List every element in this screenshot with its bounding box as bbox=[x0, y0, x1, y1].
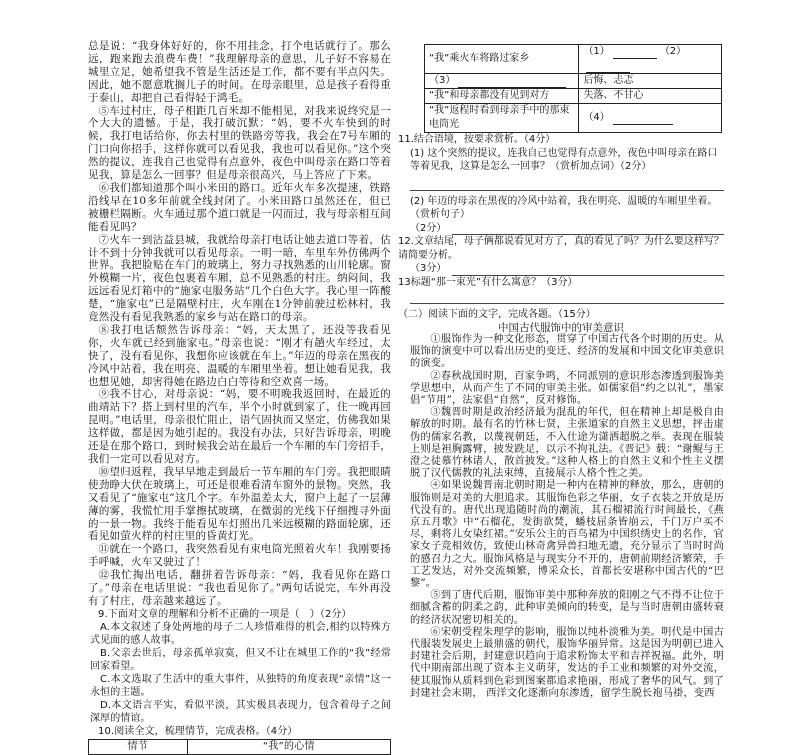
question-12 bbox=[398, 235, 724, 276]
question-11 bbox=[398, 133, 724, 235]
passage-paragraph: ⑥宋朝受程朱理学的影响，服饰以纯朴淡雅为美。明代是中国古代服装发展史上最鼎盛的朝代，服饰华丽异常。这是因为明朝已进入封建社会后期，封建意识趋向于追求粉饰太平和吉祥祝福。此外，明代中期南部出现了资本主义萌芽，发达的手工业和频繁的对外交流，使其服饰从质料到色彩到图案都追求艳丽，形成了奢华的风气。到了封建社会末期， 西洋文化逐渐向东渗透，留学生脱长袍马褂，变西 bbox=[410, 626, 724, 699]
answer-line[interactable] bbox=[452, 222, 724, 236]
section-2 bbox=[398, 308, 724, 700]
sub-question-2: (2) 年迈的母亲在黑夜的冷风中站着，我在明亮、温暖的车厢里坐着。（赏析句子） bbox=[410, 195, 718, 220]
question-9 bbox=[88, 608, 391, 725]
passage-paragraph: ①服饰作为一种文化形态，贯穿了中国古代各个时期的历史。从服饰的演变中可以看出历史的变迁、经济的发展和中国文化审美意识的演变。 bbox=[410, 334, 724, 370]
plot-cell: “我”和母亲都没有见到对方 bbox=[425, 89, 579, 104]
table-row bbox=[425, 104, 722, 133]
blank-label: （2） bbox=[659, 46, 687, 57]
passage-paragraph: ⑧我打电话颓然告诉母亲：“妈，天太黑了，还没等我看见你，火车就已经到施家屯。”母亲也说：“刚才有趟火车经过，太快了，没有看见你，我想你应该就在车上。”年迈的母亲在黑夜的冷风中站着，我在明亮、温暖的车厢里坐着。想让她看见我，我也想见她，却害得她在路边白白等待和空欢喜一场。 bbox=[88, 323, 391, 388]
passage-paragraph: ⑦火车一到沾益县城，我就给母亲打电话让她去道口等着，估计不到十分钟我就可以看见母亲。一明一暗，车里车外仿佛两个世界。我把脸贴在车门的玻璃上，努力寻找熟悉的山川轮廓。窗外模糊一片，夜色包裹着车厢，总不见熟悉的村庄。纳闷间，我远远看见灯箱中的“施家屯服务站”几个白色大字。我心里一阵酸楚，“施家屯”已是隔壁村庄，火车刚在1分钟前驶过松林村，我竟然没有看见我熟悉的家乡与站在路口的母亲。 bbox=[88, 233, 391, 324]
passage-paragraph: ⑨我不甘心，对母亲说：“妈，要不明晚我返回时，在最近的曲靖站下？搭上到村里的汽车，半个小时就到家了，住一晚再回昆明。”电话里，母亲很忙阻止，语气固执而又坚定，仿佛我如果这样做，都是因为她引起的。我没有办法，只好告诉母亲，明晚还是在那个路口，到时候我会站在最后一个车厢的车门旁招手，我们一定可以看见对方。 bbox=[88, 388, 391, 465]
blank-label: （4） bbox=[583, 112, 610, 123]
option-c: C.本文选取了生活中的重大事件，从独特的角度表现“亲情”这一永恒的主题。 bbox=[90, 673, 391, 698]
score-label: （2分） bbox=[410, 222, 447, 234]
passage-paragraph: ④如果说魏晋南北朝时期是一种内在精神的释放，那么，唐朝的服饰则是对美的大胆追求。其服饰色彩之华丽，女子衣装之开放是历代没有的。唐代出现追随时尚的潮流，其石榴裙流行时间最长，《燕京五月歌》中“石榴花，发街欲焚，蟠枝屈条皆崩云，千门万户买不尽，剩将儿女染红裙。”安乐公主的百鸟裙为中国织绣史上的名作，官家女子竞相效仿，致使山林奇禽异兽扫地无遗，充分显示了当时时尚的感召力之大。服饰风格是与现实分不开的，唐朝前期经济繁荣，手工艺发达，对外交流频繁，博采众长，首都长安堪称中国古代的“巴黎”。 bbox=[410, 480, 724, 590]
plot-cell: “我”返程时看到母亲手中的那束电筒光 bbox=[425, 104, 579, 133]
left-column bbox=[88, 40, 391, 755]
table-row bbox=[425, 89, 722, 104]
question-stem: 11.结合语境，按要求赏析。（4分） bbox=[398, 134, 556, 145]
question-stem: 10.阅读全文，梳理情节，完成表格。（4分） bbox=[98, 725, 298, 737]
answer-blank[interactable] bbox=[586, 62, 630, 73]
story-passage bbox=[88, 40, 391, 608]
blank-label: （1） bbox=[583, 46, 610, 57]
answer-line[interactable] bbox=[410, 182, 724, 191]
question-stem: 9.下面对文章的理解和分析不正确的一项是（ ）（2分） bbox=[98, 608, 352, 620]
option-d: D.本文语言平实，看似平淡，其实极具表现力，包含着母子之间深厚的情谊。 bbox=[90, 699, 391, 724]
question-stem: 12.文章结尾，母子俩都说看见对方了，真的看见了吗？为什么要这样写？请简要分析。 bbox=[398, 236, 724, 261]
mood-cell: 失落、不甘心 bbox=[579, 89, 722, 104]
answer-blank[interactable] bbox=[613, 48, 657, 59]
option-a: A.本文叙述了身处两地的母子二人珍惜难得的机会,相约以特殊方式见面的感人故事。 bbox=[90, 621, 391, 646]
plot-cell[interactable] bbox=[425, 74, 579, 89]
passage-paragraph: ⑩望归返程，我早早地走到最后一节车厢的车门旁。我把眼睛使劲睁大伏在玻璃上，可还是很难看清车窗外的景物。突然，我又看见了“施家屯”这几个字。车外温差太大，窗户上起了一层薄薄的雾，我慌忙用手掌擦拭玻璃，在微弱的光线下仔细搜寻外面的一景一物。我终于能看见车灯照出几米远模糊的路面轮廓，还看见如萤火样的村庄里的昏黄灯光。 bbox=[88, 465, 391, 543]
header-plot: 情节 bbox=[89, 739, 188, 754]
table-row bbox=[425, 74, 722, 89]
mood-cell[interactable] bbox=[579, 45, 722, 74]
table-row bbox=[425, 45, 722, 74]
sub-question-2-score-row bbox=[398, 222, 724, 236]
passage-title: 中国古代服饰中的审美意识 bbox=[498, 321, 624, 334]
sub-question-1: (1) 这个突然的提议，连我自己也觉得有点意外，夜色中叫母亲在路口等着见我，这算是怎么一回事？（赏析加点词）（2分） bbox=[410, 147, 718, 172]
passage-paragraph: ⑤到了唐代后期，服饰审美中那种奔放的阳刚之气不得不让位于细腻含蓄的阴柔之韵，此种审美倾向的转变，是与当时唐朝由盛转衰的经济状况密切相关的。 bbox=[410, 590, 724, 626]
blank-label: （3） bbox=[429, 75, 456, 86]
answer-blank[interactable] bbox=[458, 77, 566, 88]
section-heading: （二）阅读下面的文字，完成各题。（15分） bbox=[398, 309, 596, 320]
passage-paragraph: ②春秋战国时期，百家争鸣，不同派别的意识形态渗透到服饰美学思想中，从而产生了不同的审美主张。如儒家倡“约之以礼”，墨家倡“节用”，法家倡“自然”，反对修饰。 bbox=[410, 370, 724, 407]
option-b: B.父亲去世后，母亲孤单寂寞，但又不让在城里工作的“我”经常回家看望。 bbox=[90, 647, 391, 672]
mood-cell[interactable] bbox=[579, 104, 722, 133]
score-label: （3分） bbox=[410, 263, 447, 274]
passage-paragraph: ⑫我忙掏出电话，翻拼着告诉母亲：“妈，我看见你在路口了。”母亲在电话里说：“我也看见你了。”两句话说完，车外再没有了村庄，母亲越来越远了。 bbox=[88, 569, 391, 607]
header-mood: “我”的心情 bbox=[187, 739, 390, 754]
essay-passage bbox=[398, 334, 724, 700]
score-row bbox=[398, 262, 724, 276]
right-column bbox=[398, 44, 724, 700]
answer-blank[interactable] bbox=[613, 114, 673, 125]
answer-line[interactable] bbox=[410, 295, 724, 304]
passage-paragraph: ⑥我们都知道那个叫小米田的路口。近年火车多次提速，铁路沿线早在10多年前就全线封闭了。小米田路口虽然还在，但已被栅栏隔断。火车通过那个道口就是一闪而过，我与母亲相互间能看见吗？ bbox=[88, 181, 391, 233]
passage-paragraph: ⑪就在一个路口，我突然看见有束电筒光照着火车！我刚要扬手呼喊，火车又驶过了！ bbox=[88, 543, 391, 569]
passage-paragraph: ③魏晋时期是政治经济最为混乱的年代，但在精神上却是极自由解放的时期。最有名的竹林七贤，主张道家的自然主义思想，抨击虚伪的儒家名教，以蔑视朝廷，不入仕途为潇洒超脱之举。表现在服装上则是袒胸露臂，披发跣足，以示不拘礼法。《晋记》载：“谢鲲与王澄之徒慕竹林诸人，散首披发。”这种人格上的自然主义和个性主义摆脱了汉代儒教的礼法束缚，直接展示人格个性之美。 bbox=[410, 407, 724, 480]
question-10 bbox=[88, 725, 391, 755]
answer-line[interactable] bbox=[452, 262, 724, 276]
passage-paragraph: 总是说：“我身体好好的，你不用挂念，打个电话就行了。那么远，跑来跑去浪费车费！”我理解母亲的意思，儿子好不容易在城里立足，她希望我不管是生活还是工作，都不要有半点闪失。因此，她不愿意耽搁儿子的时间。在母亲眼里，总是孩子看得重于泰山，却把自己看得轻于鸿毛。 bbox=[88, 40, 391, 104]
mood-cell: 后悔、忐忑 bbox=[579, 74, 722, 89]
question-13 bbox=[398, 276, 724, 305]
plot-mood-table bbox=[424, 44, 722, 133]
plot-table bbox=[88, 739, 391, 755]
plot-cell: “我”乘火车将路过家乡 bbox=[425, 45, 579, 74]
question-stem: 13标题“那一束光”有什么寓意？（3分） bbox=[398, 276, 578, 288]
passage-paragraph: ⑤车过村庄，母子相距几百米却不能相见，对我来说终究是一个大大的遗憾。于是，我打破沉默：“妈，要不火车快到的时候，我打电话给你，你去村里的铁路旁等我，我会在7号车厢的门口向你招手，这样你就可以看见我，我也可以看见你。”这个突然的提议，连我自己也觉得有点意外，夜色中叫母亲在路口等着见我，算是怎么一回事？但是母亲很高兴，马上答应了下来。 bbox=[88, 104, 391, 182]
